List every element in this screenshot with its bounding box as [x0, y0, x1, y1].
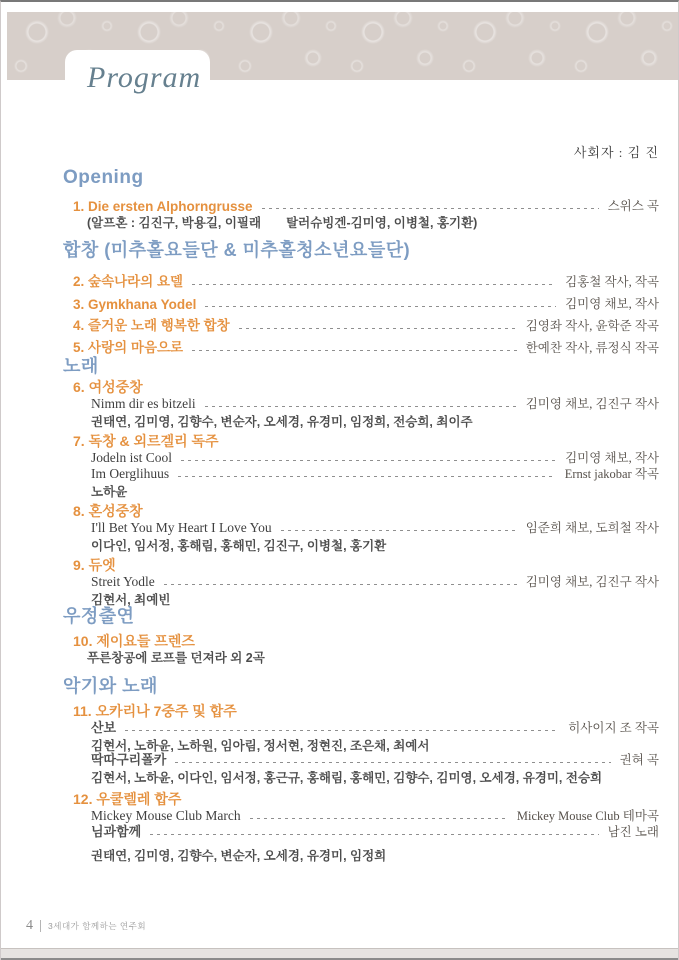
song-title: Im Oerglihuus [91, 466, 170, 481]
song-title: 숲속나라의 요델 [88, 274, 184, 289]
song-title: 산보 [91, 720, 117, 735]
song-row [63, 312, 659, 334]
song-row [63, 808, 659, 824]
group-number: 6. [73, 379, 85, 395]
song-credit: 남진 노래 [607, 825, 659, 839]
page-title: Program [87, 61, 202, 94]
dotted-leader [125, 730, 559, 731]
song-credit: 권혀 곡 [619, 753, 659, 767]
group-number-title [73, 790, 181, 808]
song-title: Mickey Mouse Club March [91, 808, 241, 823]
section-songs [63, 354, 659, 606]
dotted-leader [205, 306, 556, 307]
performers-line: 김현서, 노하윤, 노하원, 임아림, 정서현, 정현진, 조은채, 최예서 [91, 739, 430, 753]
group-number: 8. [73, 503, 85, 519]
performers-line: 노하윤 [91, 485, 128, 499]
dotted-leader [150, 834, 598, 835]
group-title: 오카리나 7중주 및 합주 [95, 703, 237, 719]
dotted-leader [250, 818, 508, 819]
dotted-leader [205, 406, 517, 407]
song-title: Streit Yodle [91, 574, 155, 589]
song-credit: Mickey Mouse Club 테마곡 [516, 809, 659, 823]
song-credit: 김미영 채보, 작사 [565, 297, 659, 311]
song-credit: 김미영 채보, 작사 [565, 451, 659, 465]
dotted-leader [175, 762, 610, 763]
page-bottom-edge [1, 948, 678, 960]
song-credit: 스위스 곡 [607, 199, 659, 213]
song-credit: 임준희 채보, 도희철 작사 [525, 521, 659, 535]
footer-divider [40, 920, 41, 932]
performers-line: 이다인, 임서정, 홍해림, 홍해민, 김진구, 이병철, 홍기환 [91, 539, 387, 553]
dotted-leader [178, 476, 556, 477]
dotted-leader [262, 208, 599, 209]
performers-line: 권태연, 김미영, 김향수, 변순자, 오세경, 유경미, 임정희 [91, 849, 387, 863]
section-chorus [63, 238, 659, 356]
dotted-leader [239, 328, 517, 329]
section-guest [63, 604, 659, 666]
note-line: (알프혼 : 김진구, 박용길, 이필래 탈러슈빙겐-김미영, 이병철, 홍기환) [87, 216, 478, 230]
group-number-title [73, 556, 116, 574]
section-heading: 우정출연 [63, 606, 135, 626]
section-heading: Opening [63, 167, 144, 188]
group-title: 독창 & 외르겔리 독주 [88, 433, 219, 449]
song-row [63, 194, 659, 214]
group-number: 7. [73, 433, 85, 449]
song-credit: 김미영 채보, 김진구 작사 [525, 575, 659, 589]
group-title: 제이요들 프렌즈 [96, 633, 195, 649]
group-number-title [73, 502, 143, 520]
song-row [63, 334, 659, 356]
page-footer [26, 918, 146, 934]
song-credit: 김미영 채보, 김진구 작사 [525, 397, 659, 411]
dotted-leader [192, 350, 517, 351]
song-number-title [73, 336, 183, 356]
song-title: Jodeln ist Cool [91, 450, 173, 465]
group-number: 11. [73, 703, 92, 719]
group-number-title [73, 378, 143, 396]
song-number: 5. [73, 340, 85, 355]
song-credit: Ernst jakobar 작곡 [564, 467, 659, 481]
section-instruments [63, 674, 659, 862]
dotted-leader [192, 284, 556, 285]
song-row [63, 824, 659, 840]
group-title: 여성중창 [88, 379, 143, 395]
group-row [63, 632, 659, 650]
song-credit: 김홍철 작사, 작곡 [565, 275, 659, 289]
section-heading: 합창 (미추홀요들단 & 미추홀청소년요들단) [63, 240, 411, 260]
song-row [63, 520, 659, 536]
song-credit: 김영좌 작사, 윤학준 작곡 [525, 319, 659, 333]
song-row [63, 466, 659, 482]
song-title: Die ersten Alphorngrusse [88, 199, 253, 214]
song-number-title [73, 199, 253, 214]
song-number: 2. [73, 274, 85, 289]
song-row [63, 268, 659, 290]
note-line: 푸른창공에 로프를 던져라 외 2곡 [87, 651, 265, 665]
song-row [63, 752, 659, 768]
group-number-title [73, 632, 195, 650]
performers-line: 권태연, 김미영, 김향수, 변순자, 오세경, 유경미, 임정희, 전승희, 최이주 [91, 415, 473, 429]
section-heading: 악기와 노래 [63, 676, 158, 696]
section-opening [63, 166, 659, 232]
song-title: 님과함께 [91, 824, 142, 839]
group-title: 듀엣 [88, 557, 116, 573]
footer-title: 3세대가 함께하는 연주회 [48, 921, 147, 931]
group-number: 9. [73, 557, 85, 573]
mc-label: 사회자 : 김 진 [573, 145, 659, 160]
song-title: Nimm dir es bitzeli [91, 396, 196, 411]
song-title: Gymkhana Yodel [88, 297, 197, 312]
song-row [63, 720, 659, 736]
song-number-title [73, 270, 183, 290]
song-credit: 한예찬 작사, 류정식 작곡 [525, 341, 659, 355]
song-row [63, 290, 659, 312]
song-number: 4. [73, 318, 85, 333]
song-number-title [73, 297, 196, 312]
song-number: 3. [73, 297, 85, 312]
performers-line: 김현서, 최예빈 [91, 593, 171, 607]
song-title: 딱따구리폴카 [91, 752, 167, 767]
footer-page-number: 4 [26, 918, 33, 933]
group-number: 12. [73, 791, 93, 807]
group-number-title [73, 432, 219, 450]
performers-line: 김현서, 노하윤, 이다인, 임서정, 홍근규, 홍해림, 홍해민, 김향수, 김미영, 오세경, 유경미, 전승희 [91, 771, 603, 785]
song-row [63, 574, 659, 590]
dotted-leader [181, 460, 556, 461]
dotted-leader [281, 530, 517, 531]
dotted-leader [164, 584, 517, 585]
song-title: 즐거운 노래 행복한 합창 [88, 318, 230, 333]
group-title: 우쿨렐레 합주 [96, 791, 182, 807]
song-title: 사랑의 마음으로 [88, 340, 184, 355]
group-title: 혼성중창 [88, 503, 143, 519]
section-heading: 노래 [63, 356, 99, 376]
song-title: I'll Bet You My Heart I Love You [91, 520, 272, 535]
program-title-box [65, 50, 210, 106]
song-number-title [73, 314, 230, 334]
song-number: 1. [73, 199, 85, 214]
song-row [63, 396, 659, 412]
song-credit: 히사이지 조 작곡 [568, 721, 659, 735]
group-number: 10. [73, 633, 93, 649]
